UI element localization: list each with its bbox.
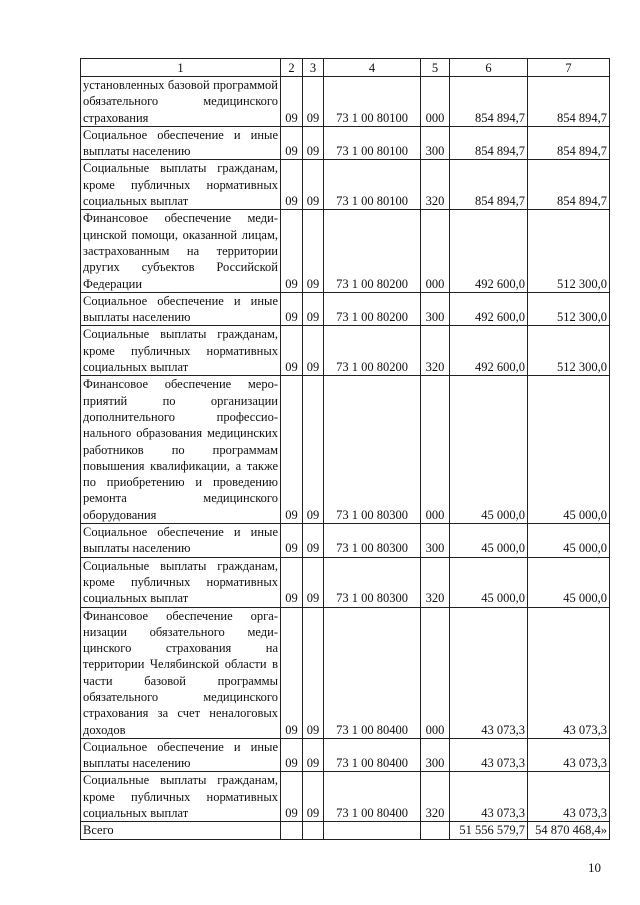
- target-article-code: 73 1 00 80100: [324, 160, 421, 210]
- subsection-code: 09: [303, 77, 324, 127]
- table-row: [81, 126, 610, 160]
- target-article-code: 73 1 00 80100: [324, 126, 421, 160]
- section-code: 09: [281, 210, 303, 292]
- target-article-code: 73 1 00 80300: [324, 524, 421, 558]
- header-col-4: 4: [324, 59, 421, 77]
- table-row: [81, 326, 610, 376]
- row-name: Социальное обеспечение и иные выплаты населению: [81, 524, 281, 558]
- subsection-code: 09: [303, 557, 324, 607]
- total-amount-6: 51 556 579,7: [450, 822, 528, 839]
- total-row: [81, 822, 610, 839]
- row-name: Социальное обеспечение и иные выплаты населению: [81, 126, 281, 160]
- table-row: [81, 292, 610, 326]
- amount-year-1: 492 600,0: [450, 292, 528, 326]
- section-code: 09: [281, 126, 303, 160]
- amount-year-2: 512 300,0: [528, 326, 610, 376]
- row-name: Социальные выплаты гражданам, кроме публичных нормативных социальных выплат: [81, 772, 281, 822]
- expense-type-code: 000: [421, 210, 450, 292]
- table-row: [81, 210, 610, 292]
- row-name: Финансовое обеспечение медицинской помощи, оказанной лицам, застрахованным на территории других субъектов Российской Федерации: [81, 210, 281, 292]
- expense-type-code: 000: [421, 376, 450, 524]
- table-row: [81, 524, 610, 558]
- table-row: [81, 607, 610, 738]
- expense-type-code: 300: [421, 126, 450, 160]
- amount-year-1: 43 073,3: [450, 607, 528, 738]
- expense-type-code: 320: [421, 160, 450, 210]
- row-name: Финансовое обеспечение мероприятий по организации дополнительного профессионального образования медицинских работников по программам повышения квалификации, а также по приобретению и проведению ремонта медицинского оборудования: [81, 376, 281, 524]
- section-code: 09: [281, 160, 303, 210]
- row-name: Социальное обеспечение и иные выплаты населению: [81, 738, 281, 772]
- subsection-code: 09: [303, 160, 324, 210]
- amount-year-1: 45 000,0: [450, 524, 528, 558]
- row-name: Финансовое обеспечение организации обязательного медицинского страхования на территории Челябинской области в части базовой программы обязательного медицинского страхования за счет неналоговых доходов: [81, 607, 281, 738]
- target-article-code: 73 1 00 80200: [324, 292, 421, 326]
- table-row: [81, 160, 610, 210]
- amount-year-2: 854 894,7: [528, 77, 610, 127]
- section-code: 09: [281, 524, 303, 558]
- row-name: установленных базовой программой обязательного медицинского страхования: [81, 77, 281, 127]
- amount-year-1: 854 894,7: [450, 77, 528, 127]
- header-col-3: 3: [303, 59, 324, 77]
- amount-year-2: 43 073,3: [528, 738, 610, 772]
- amount-year-1: 492 600,0: [450, 210, 528, 292]
- subsection-code: 09: [303, 326, 324, 376]
- target-article-code: 73 1 00 80100: [324, 77, 421, 127]
- subsection-code: 09: [303, 376, 324, 524]
- row-name: Социальные выплаты гражданам, кроме публичных нормативных социальных выплат: [81, 160, 281, 210]
- section-code: 09: [281, 77, 303, 127]
- row-name: Социальные выплаты гражданам, кроме публичных нормативных социальных выплат: [81, 326, 281, 376]
- total-label: Всего: [81, 822, 281, 839]
- table-row: [81, 77, 610, 127]
- amount-year-1: 45 000,0: [450, 557, 528, 607]
- section-code: 09: [281, 557, 303, 607]
- expense-type-code: 000: [421, 77, 450, 127]
- row-name: Социальное обеспечение и иные выплаты населению: [81, 292, 281, 326]
- section-code: 09: [281, 738, 303, 772]
- subsection-code: 09: [303, 524, 324, 558]
- amount-year-2: 45 000,0: [528, 376, 610, 524]
- target-article-code: 73 1 00 80200: [324, 210, 421, 292]
- total-cell-2: [281, 822, 303, 839]
- amount-year-2: 854 894,7: [528, 126, 610, 160]
- subsection-code: 09: [303, 607, 324, 738]
- expense-type-code: 300: [421, 292, 450, 326]
- table-row: [81, 557, 610, 607]
- table-header-row: [81, 59, 610, 77]
- header-col-2: 2: [281, 59, 303, 77]
- total-cell-5: [421, 822, 450, 839]
- table-row: [81, 738, 610, 772]
- target-article-code: 73 1 00 80300: [324, 557, 421, 607]
- section-code: 09: [281, 376, 303, 524]
- header-col-5: 5: [421, 59, 450, 77]
- amount-year-1: 854 894,7: [450, 160, 528, 210]
- row-name: Социальные выплаты гражданам, кроме публичных нормативных социальных выплат: [81, 557, 281, 607]
- header-col-7: 7: [528, 59, 610, 77]
- total-amount-7: 54 870 468,4»: [528, 822, 610, 839]
- expense-type-code: 320: [421, 772, 450, 822]
- header-col-1: 1: [81, 59, 281, 77]
- table-row: [81, 376, 610, 524]
- expense-type-code: 320: [421, 326, 450, 376]
- amount-year-2: 45 000,0: [528, 524, 610, 558]
- amount-year-1: 854 894,7: [450, 126, 528, 160]
- target-article-code: 73 1 00 80400: [324, 607, 421, 738]
- expense-type-code: 300: [421, 738, 450, 772]
- section-code: 09: [281, 292, 303, 326]
- amount-year-2: 512 300,0: [528, 210, 610, 292]
- amount-year-2: 512 300,0: [528, 292, 610, 326]
- page-number: 10: [588, 860, 601, 875]
- target-article-code: 73 1 00 80400: [324, 738, 421, 772]
- subsection-code: 09: [303, 210, 324, 292]
- amount-year-2: 45 000,0: [528, 557, 610, 607]
- expense-type-code: 300: [421, 524, 450, 558]
- expense-type-code: 000: [421, 607, 450, 738]
- subsection-code: 09: [303, 738, 324, 772]
- amount-year-1: 492 600,0: [450, 326, 528, 376]
- table-row: [81, 772, 610, 822]
- amount-year-2: 43 073,3: [528, 772, 610, 822]
- section-code: 09: [281, 326, 303, 376]
- total-cell-3: [303, 822, 324, 839]
- target-article-code: 73 1 00 80300: [324, 376, 421, 524]
- subsection-code: 09: [303, 772, 324, 822]
- amount-year-1: 43 073,3: [450, 738, 528, 772]
- total-cell-4: [324, 822, 421, 839]
- budget-table: [80, 58, 610, 840]
- amount-year-1: 45 000,0: [450, 376, 528, 524]
- header-col-6: 6: [450, 59, 528, 77]
- subsection-code: 09: [303, 292, 324, 326]
- expense-type-code: 320: [421, 557, 450, 607]
- section-code: 09: [281, 772, 303, 822]
- amount-year-2: 43 073,3: [528, 607, 610, 738]
- amount-year-1: 43 073,3: [450, 772, 528, 822]
- target-article-code: 73 1 00 80200: [324, 326, 421, 376]
- section-code: 09: [281, 607, 303, 738]
- subsection-code: 09: [303, 126, 324, 160]
- amount-year-2: 854 894,7: [528, 160, 610, 210]
- target-article-code: 73 1 00 80400: [324, 772, 421, 822]
